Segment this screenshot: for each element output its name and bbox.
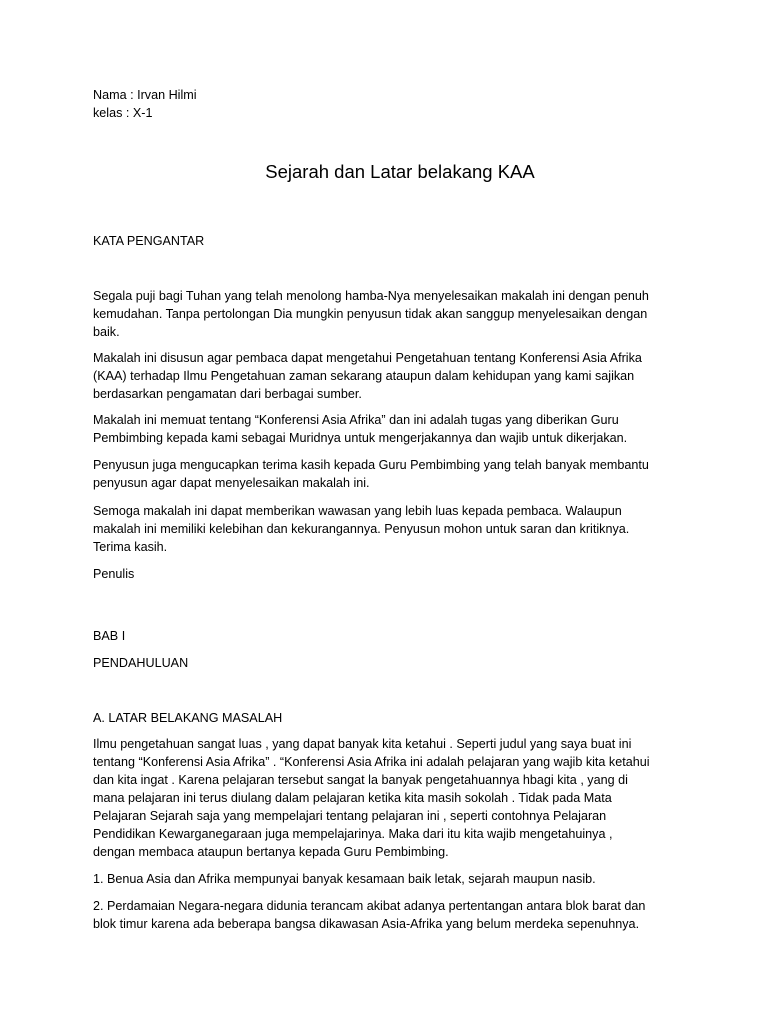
paragraph-line: (KAA) terhadap Ilmu Pengetahuan zaman sekarang ataupun dalam kehidupan yang kami sajikan bbox=[93, 369, 635, 383]
paragraph-line: kemudahan. Tanpa pertolongan Dia mungkin penyusun tidak akan sanggup menyelesaikan dengan bbox=[93, 307, 648, 321]
paragraph-line: Penyusun juga mengucapkan terima kasih kepada Guru Pembimbing yang telah banyak membantu bbox=[93, 458, 649, 472]
paragraph-line: penyusun agar dapat menyelesaikan makalah ini. bbox=[93, 476, 370, 490]
section-heading: A. LATAR BELAKANG MASALAH bbox=[93, 711, 283, 725]
paragraph-line: Segala puji bagi Tuhan yang telah menolong hamba-Nya menyelesaikan makalah ini dengan penuh bbox=[93, 289, 649, 303]
preface-paragraph bbox=[93, 349, 683, 403]
paragraph-line: Ilmu pengetahuan sangat luas , yang dapat banyak kita ketahui . Seperti judul yang saya buat ini bbox=[93, 737, 632, 751]
preface-paragraph bbox=[93, 411, 683, 447]
preface-paragraph bbox=[93, 502, 683, 556]
numbered-point bbox=[93, 897, 683, 933]
student-info bbox=[93, 86, 683, 122]
paragraph-line: Pembimbing kepada kami sebagai Muridnya untuk mengerjakannya dan wajib untuk dikerjakan. bbox=[93, 431, 628, 445]
preface-paragraph bbox=[93, 456, 683, 492]
paragraph-line: dengan membaca ataupun bertanya kepada Guru Pembimbing. bbox=[93, 845, 449, 859]
document-title: Sejarah dan Latar belakang KAA bbox=[265, 161, 535, 182]
paragraph-line: Makalah ini memuat tentang “Konferensi Asia Afrika” dan ini adalah tugas yang diberikan Guru bbox=[93, 413, 619, 427]
preface-paragraph bbox=[93, 287, 683, 341]
paragraph-line: Terima kasih. bbox=[93, 540, 168, 554]
chapter-number: BAB I bbox=[93, 629, 126, 643]
student-class: kelas : X-1 bbox=[93, 106, 153, 120]
paragraph-line: mana pelajaran ini terus diulang dalam pelajaran ketika kita masih sokolah . Tidak pada Mata bbox=[93, 791, 612, 805]
author-signature: Penulis bbox=[93, 567, 135, 581]
point-line: 2. Perdamaian Negara-negara didunia terancam akibat adanya pertentangan antara blok barat dan bbox=[93, 899, 646, 913]
point-line: 1. Benua Asia dan Afrika mempunyai banyak kesamaan baik letak, sejarah maupun nasib. bbox=[93, 872, 596, 886]
paragraph-line: tentang “Konferensi Asia Afrika” . “Konferensi Asia Afrika ini adalah pelajaran yang wajib kita ketahui bbox=[93, 755, 650, 769]
point-line: blok timur karena ada beberapa bangsa dikawasan Asia-Afrika yang belum merdeka sepenuhnya. bbox=[93, 917, 640, 931]
student-name: Nama : Irvan Hilmi bbox=[93, 88, 197, 102]
paragraph-line: dan kita ingat . Karena pelajaran tersebut sangat la banyak pengetahuannya hbagi kita , yang di bbox=[93, 773, 628, 787]
section-paragraph bbox=[93, 735, 683, 861]
chapter-title: PENDAHULUAN bbox=[93, 656, 189, 670]
paragraph-line: Pelajaran Sejarah saja yang mempelajari tentang pelajaran ini , seperti contohnya Pelajaran bbox=[93, 809, 607, 823]
paragraph-line: Makalah ini disusun agar pembaca dapat mengetahui Pengetahuan tentang Konferensi Asia Afrika bbox=[93, 351, 642, 365]
preface-heading: KATA PENGANTAR bbox=[93, 234, 205, 248]
paragraph-line: Semoga makalah ini dapat memberikan wawasan yang lebih luas kepada pembaca. Walaupun bbox=[93, 504, 622, 518]
paragraph-line: baik. bbox=[93, 325, 120, 339]
numbered-point bbox=[93, 870, 683, 888]
paragraph-line: Pendidikan Kewarganegaraan juga mempelajarinya. Maka dari itu kita wajib mengetahuinya , bbox=[93, 827, 613, 841]
paragraph-line: berdasarkan pengamatan dari berbagai sumber. bbox=[93, 387, 362, 401]
paragraph-line: makalah ini memiliki kelebihan dan kekurangannya. Penyusun mohon untuk saran dan kritiknya. bbox=[93, 522, 630, 536]
